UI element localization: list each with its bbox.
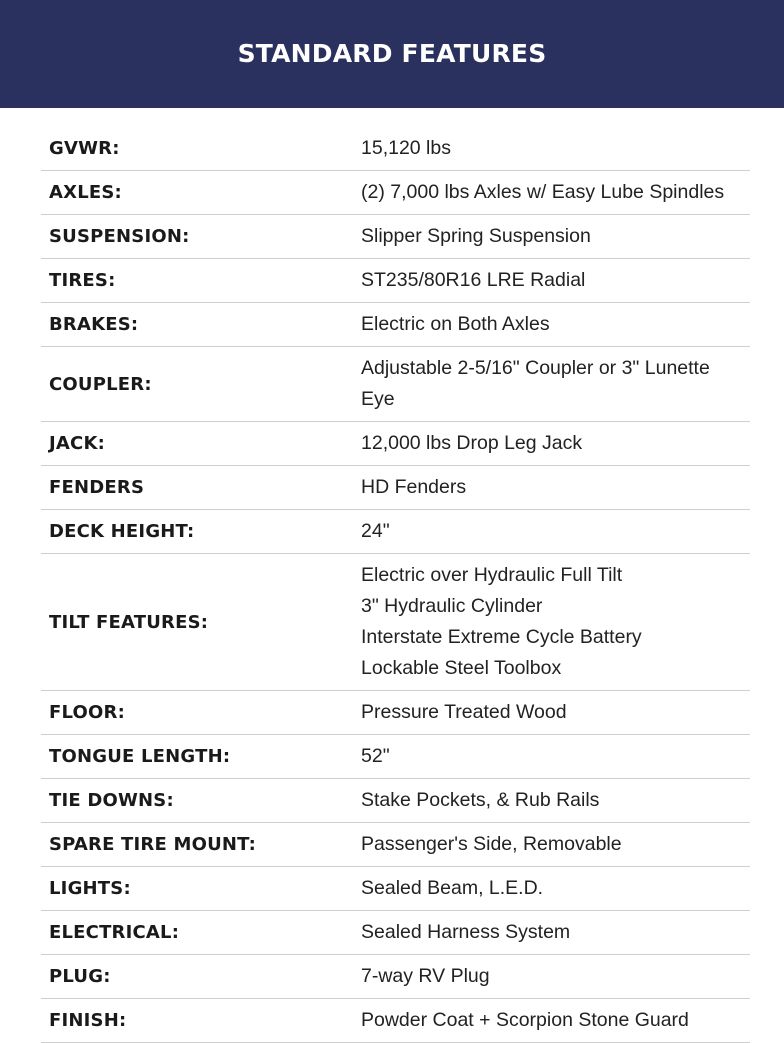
table-row <box>41 510 750 554</box>
feature-values <box>361 353 750 415</box>
feature-label: PLUG: <box>49 966 111 987</box>
feature-value: Slipper Spring Suspension <box>361 225 591 247</box>
feature-label: SUSPENSION: <box>49 226 190 247</box>
feature-label: TONGUE LENGTH: <box>49 746 231 767</box>
feature-value: Pressure Treated Wood <box>361 701 567 723</box>
feature-label: TIE DOWNS: <box>49 790 174 811</box>
feature-label: FINISH: <box>49 1010 127 1031</box>
feature-label: TILT FEATURES: <box>49 611 209 633</box>
feature-value: Interstate Extreme Cycle Battery <box>361 626 642 648</box>
feature-label: AXLES: <box>49 182 122 203</box>
feature-label: TIRES: <box>49 270 116 291</box>
feature-values <box>361 785 750 816</box>
feature-value: 15,120 lbs <box>361 137 451 159</box>
feature-values <box>361 221 750 252</box>
feature-values <box>361 961 750 992</box>
feature-label: FLOOR: <box>49 702 125 723</box>
feature-values <box>361 265 750 296</box>
table-row <box>41 466 750 510</box>
table-row <box>41 422 750 466</box>
feature-value: (2) 7,000 lbs Axles w/ Easy Lube Spindles <box>361 181 725 203</box>
feature-value: HD Fenders <box>361 476 467 498</box>
feature-values <box>361 472 750 503</box>
table-row <box>41 259 750 303</box>
feature-label: FENDERS <box>49 477 145 498</box>
feature-value: Powder Coat + Scorpion Stone Guard <box>361 1009 689 1031</box>
feature-values <box>361 428 750 459</box>
feature-value: 7-way RV Plug <box>361 965 490 987</box>
feature-value: Electric on Both Axles <box>361 313 550 335</box>
feature-value: Stake Pockets, & Rub Rails <box>361 789 600 811</box>
table-row <box>41 347 750 422</box>
table-row <box>41 171 750 215</box>
feature-value: Electric over Hydraulic Full Tilt <box>361 564 623 586</box>
feature-values <box>361 697 750 728</box>
feature-label: ELECTRICAL: <box>49 922 180 943</box>
feature-values <box>361 309 750 340</box>
table-row <box>41 215 750 259</box>
table-row <box>41 554 750 691</box>
feature-values <box>361 741 750 772</box>
feature-value: Sealed Harness System <box>361 921 571 943</box>
page-title: STANDARD FEATURES <box>237 38 547 68</box>
feature-value: 24" <box>361 520 390 542</box>
feature-label: DECK HEIGHT: <box>49 521 195 542</box>
header-banner <box>0 0 784 108</box>
feature-value: 3" Hydraulic Cylinder <box>361 595 543 617</box>
table-row <box>41 999 750 1043</box>
table-row <box>41 303 750 347</box>
feature-value: Passenger's Side, Removable <box>361 833 622 855</box>
feature-value: Adjustable 2-5/16" Coupler or 3" Lunette <box>361 357 710 379</box>
feature-value: Lockable Steel Toolbox <box>361 657 562 679</box>
feature-values <box>361 133 750 164</box>
feature-label: COUPLER: <box>49 373 152 395</box>
feature-label: BRAKES: <box>49 314 139 335</box>
feature-label: JACK: <box>49 433 105 454</box>
feature-values <box>361 1005 750 1036</box>
features-table <box>41 127 750 1043</box>
table-row <box>41 127 750 171</box>
feature-values <box>361 516 750 547</box>
feature-label: SPARE TIRE MOUNT: <box>49 834 257 855</box>
table-row <box>41 911 750 955</box>
feature-values <box>361 177 750 208</box>
feature-value: ST235/80R16 LRE Radial <box>361 269 586 291</box>
table-row <box>41 823 750 867</box>
feature-value: 12,000 lbs Drop Leg Jack <box>361 432 583 454</box>
feature-value: Sealed Beam, L.E.D. <box>361 877 544 899</box>
feature-label: LIGHTS: <box>49 878 131 899</box>
table-row <box>41 779 750 823</box>
table-row <box>41 955 750 999</box>
table-row <box>41 691 750 735</box>
feature-label: GVWR: <box>49 138 120 159</box>
feature-values <box>361 873 750 904</box>
feature-value: 52" <box>361 745 390 767</box>
table-row <box>41 735 750 779</box>
feature-values <box>361 829 750 860</box>
feature-values <box>361 917 750 948</box>
table-row <box>41 867 750 911</box>
feature-values <box>361 560 750 684</box>
feature-value: Eye <box>361 388 395 410</box>
